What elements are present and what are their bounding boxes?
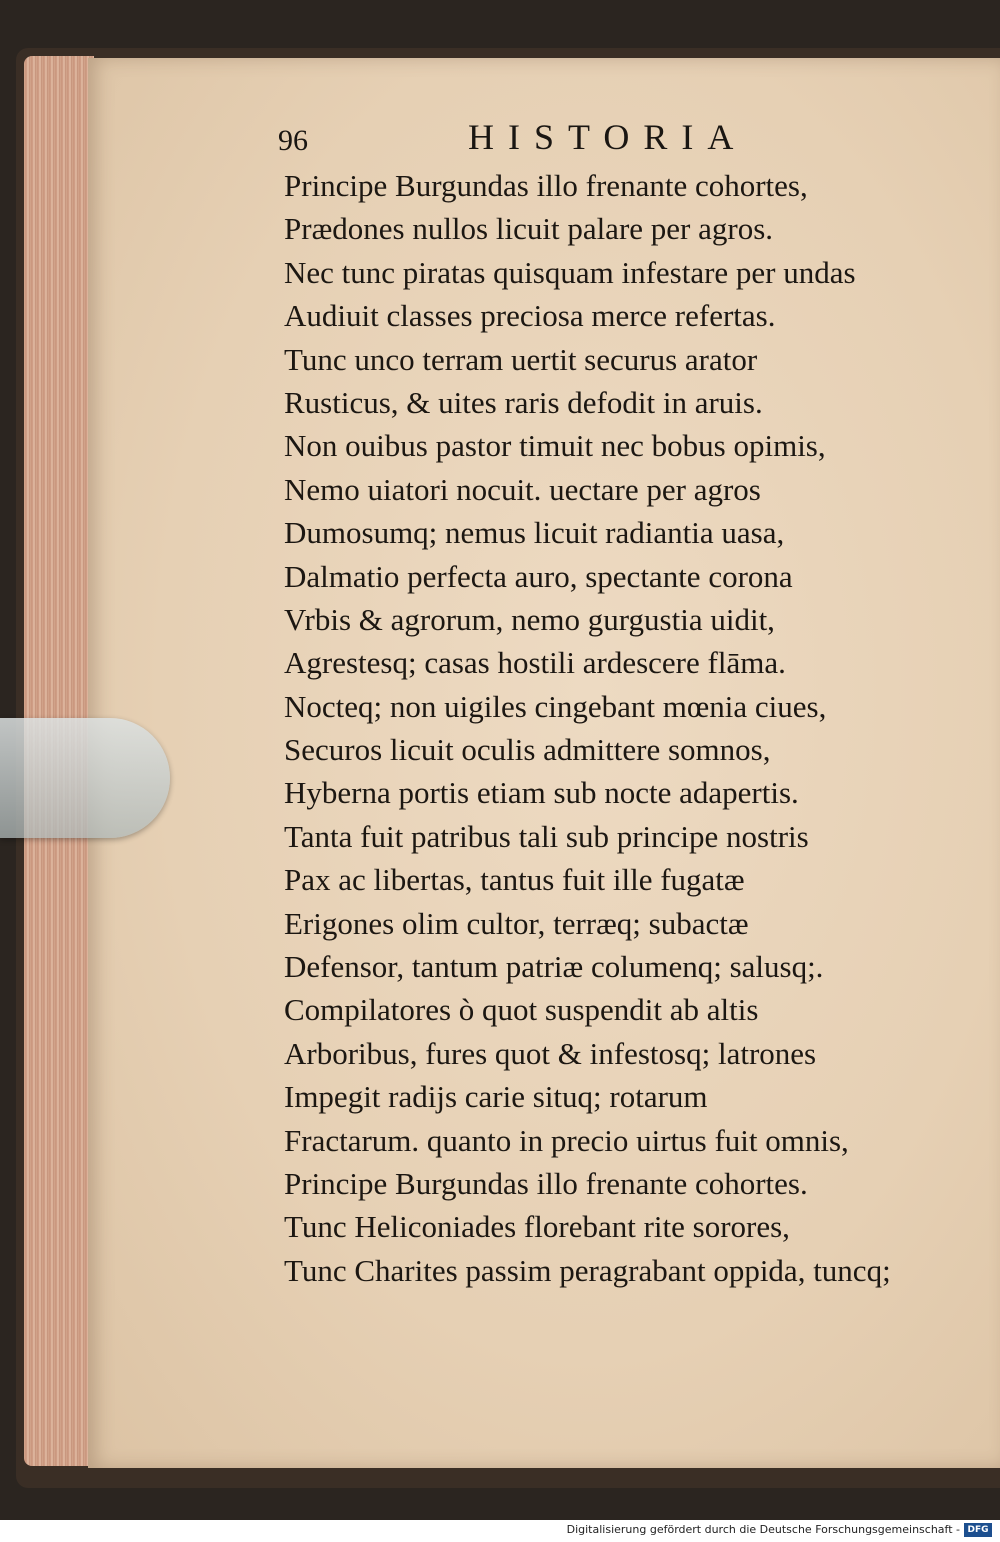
- verse-line: Securos licuit oculis admittere somnos,: [284, 732, 771, 768]
- verse-line: Principe Burgundas illo frenante cohortes.: [284, 1165, 808, 1201]
- verse-line: Prædones nullos licuit palare per agros.: [284, 211, 774, 247]
- verse-line: Hyberna portis etiam sub nocte adapertis.: [284, 775, 799, 811]
- verse-line: Audiuit classes preciosa merce refertas.: [284, 298, 776, 334]
- verse-line: Nocteq; non uigiles cingebant mœnia ciues,: [284, 688, 827, 724]
- verse-line: Pax ac libertas, tantus fuit ille fugatæ: [284, 862, 745, 898]
- verse-line: Compilatores ò quot suspendit ab altis: [284, 992, 759, 1028]
- verse-line: Dalmatio perfecta auro, spectante corona: [284, 558, 793, 594]
- verse-line: Rusticus, & uites raris defodit in aruis.: [284, 384, 763, 420]
- verse-line: Tanta fuit patribus tali sub principe nostris: [284, 818, 809, 854]
- verse-line: Principe Burgundas illo frenante cohortes,: [284, 168, 808, 203]
- verse-line: Agrestesq; casas hostili ardescere flāma.: [284, 645, 786, 681]
- dfg-logo: DFG: [964, 1523, 992, 1537]
- funding-note: Digitalisierung gefördert durch die Deutsche Forschungsgemeinschaft -: [566, 1523, 960, 1536]
- verse-line: Erigones olim cultor, terræq; subactæ: [284, 905, 749, 941]
- verse-line: Tunc unco terram uertit securus arator: [284, 341, 758, 377]
- page-clip: [0, 718, 170, 838]
- verse-line: Fractarum. quanto in precio uirtus fuit omnis,: [284, 1122, 849, 1158]
- verse-line: Non ouibus pastor timuit nec bobus opimis,: [284, 428, 826, 464]
- verse-line: Vrbis & agrorum, nemo gurgustia uidit,: [284, 601, 775, 637]
- verse-line: Defensor, tantum patriæ columenq; salusq;.: [284, 949, 824, 985]
- footer-bar: [0, 1520, 1000, 1542]
- verse-line: Dumosumq; nemus licuit radiantia uasa,: [284, 515, 785, 551]
- verse-line: Arboribus, fures quot & infestosq; latrones: [284, 1035, 817, 1071]
- verse-line: Tunc Heliconiades florebant rite sorores,: [284, 1209, 790, 1245]
- verse-text: [284, 164, 974, 1292]
- running-title: HISTORIA: [468, 117, 748, 157]
- verse-line: Nemo uiatori nocuit. uectare per agros: [284, 471, 761, 507]
- running-head: [278, 110, 798, 157]
- page-number: 96: [278, 124, 308, 157]
- verse-line: Tunc Charites passim peragrabant oppida, tuncq;: [284, 1252, 891, 1288]
- verse-line: Impegit radijs carie situq; rotarum: [284, 1079, 708, 1115]
- verse-line: Nec tunc piratas quisquam infestare per undas: [284, 254, 856, 290]
